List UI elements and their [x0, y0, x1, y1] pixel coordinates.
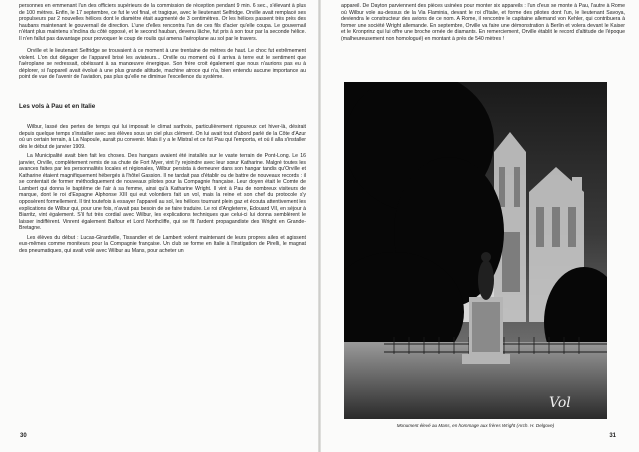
- left-page: [0, 0, 318, 452]
- paragraph: Les élèves du début : Lucas-Girardville, Tissandier et de Lambert volent maintenant de leurs propres ailes et agissent eux-mêmes comme moniteurs pour la Compagnie française. Un club se forme en Italie à l'instigation de Pirelli, le magnat des pneumatiques, qui avait volé avec Wilbur au Mans, pour acheter un: [19, 234, 306, 254]
- svg-text:Vol: Vol: [549, 395, 571, 411]
- paragraph: personnes en emmenant l'un des officiers supérieurs de la commission de réception pendant 9 min. 6 sec., s'élevant à plus de 100 mètres. Enfin, le 17 septembre, ce fut le vol final, et tragique, avec le lieutenant Selfridge. Orville avait remplacé ses propulseurs par 2 nouvelles hélices dont le diamètre était augmenté de 3 centimètres. Or les hélices passent très près des haubans maintenant le gouvernail de direction. L'une d'elles rencontra l'un de ces fils d'acier qu'elle coupa. Le gouvernail n'étant plus maintenu s'inclina du côté opposé, et le second hauban, devenu lâche, fut pris à son tour par la seconde hélice. Il n'en fallut pas davantage pour provoquer le coup de roulis qui amena l'aéroplane au sol par le travers.: [19, 3, 306, 42]
- photo-signature: [549, 395, 571, 411]
- photo-caption: Monument élevé au Mans, en hommage aux frères Wright (Arch. H. Delgove): [396, 423, 555, 428]
- paragraph: La Municipalité avait bien fait les choses. Des hangars avaient été installés sur le vaste terrain de Pont-Long. Le 16 janvier, Orville, complètement remis de sa chute de Fort Myer, vint l'y rejoindre avec leur sœur Katharine. Malgré toutes les avances faites par les personnalités locales et régionales, Wilbur persista à demeurer dans son hangar tandis qu'Orville et Katharine étaient magnifiquement hébergés à l'hôtel Gassion. Il ne tardait pas d'établir ou de battre de nouveaux records : il se contentait de former méthodiquement de nouveaux pilotes pour la Compagnie française. Leur doyen était le Comte de Lambert qui donna le baptême de l'air à sa femme, ainsi qu'à Katharine Wright. Il vint à Pau de nombreux visiteurs de marque, dont le roi d'Espagne Alphonse XIII qui eut volontiers fait un vol, mais la reine et son chef du protocole s'y opposèrent formellement. Il tint toutefois à essayer l'appareil au sol, les hélices tournant plein gaz et écouta attentivement les explications de Wilbur qui, pour une fois, n'avait pas besoin de se faire traduire. Le roi d'Angleterre, Edouard VII, en séjour à Biarritz, vint également. S'il fut très cordial avec Wilbur, les explications techniques que celui-ci lui donna semblèrent le laisser indifférent. Vinrent également Balfour et Lord Northcliffe, qui se fit l'ardent propagandiste des Wright en Grande-Bretagne.: [19, 153, 306, 232]
- photo-illustration: [344, 82, 607, 419]
- paragraph: Orville et le lieutenant Selfridge se trouvaient à ce moment à une trentaine de mètres de haut. Le choc fut extrêmement violent. L'on dut dégager de l'appareil brisé les aviateurs... Orville ou moment où il arriva à terre eut le sentiment que l'aéroplane se redressait, obéissant à sa manœuvre énergique. Son frère croit également que nous n'aurions pas eu à déplorer, si l'appareil avait évolué à une plus grande altitude, machine atroce qui n'a, bien entendu aucune importance au point de vue de l'avenir de l'aviation, pas plus qu'elle ne diminue l'excellence du système.: [19, 48, 306, 81]
- paragraph: appareil. De Dayton parviennent des pièces usinées pour monter six appareils : l'un d'eux se monte à Pau, l'autre à Rome où Wilbur vole au-dessus de la Via Flaminia, devant le roi d'Italie, et forme des pilotes dont l'un, le lieutenant Savoya, deviendra le constructeur des avions de ce nom. A Rome, il rencontre le capitaine allemand von Kehler, qui contribuera à former une société Wright allemande. En septembre, Orville va faire une démonstration à Berlin et volera devant le Kaiser et le Kronprinz qui lui offre une broche ornée de diamants. En remerciement, Orville établit le record d'altitude de l'époque (malheureusement non homologué) en montant à près de 540 mètres !: [341, 3, 625, 42]
- monument-photo: [344, 82, 607, 419]
- paragraph: Wilbur, lassé des pertes de temps qui lui imposait le climat sarthois, particulièrement rigoureux cet hiver-là, désirait depuis quelque temps s'installer avec ses élèves sous un ciel plus clément. On lui avait tout d'abord parlé de la Côte d'Azur où un certain terrain, à La Napoule, aurait pu convenir. Mais il y a le Mistral et ce fut Pau qui l'emporta, et où il alla s'installer dès le début de janvier 1909.: [19, 124, 306, 150]
- page-number-right: 31: [609, 433, 616, 439]
- page-number-left: 30: [20, 433, 27, 439]
- section-heading: Les vols à Pau et en Italie: [19, 103, 96, 111]
